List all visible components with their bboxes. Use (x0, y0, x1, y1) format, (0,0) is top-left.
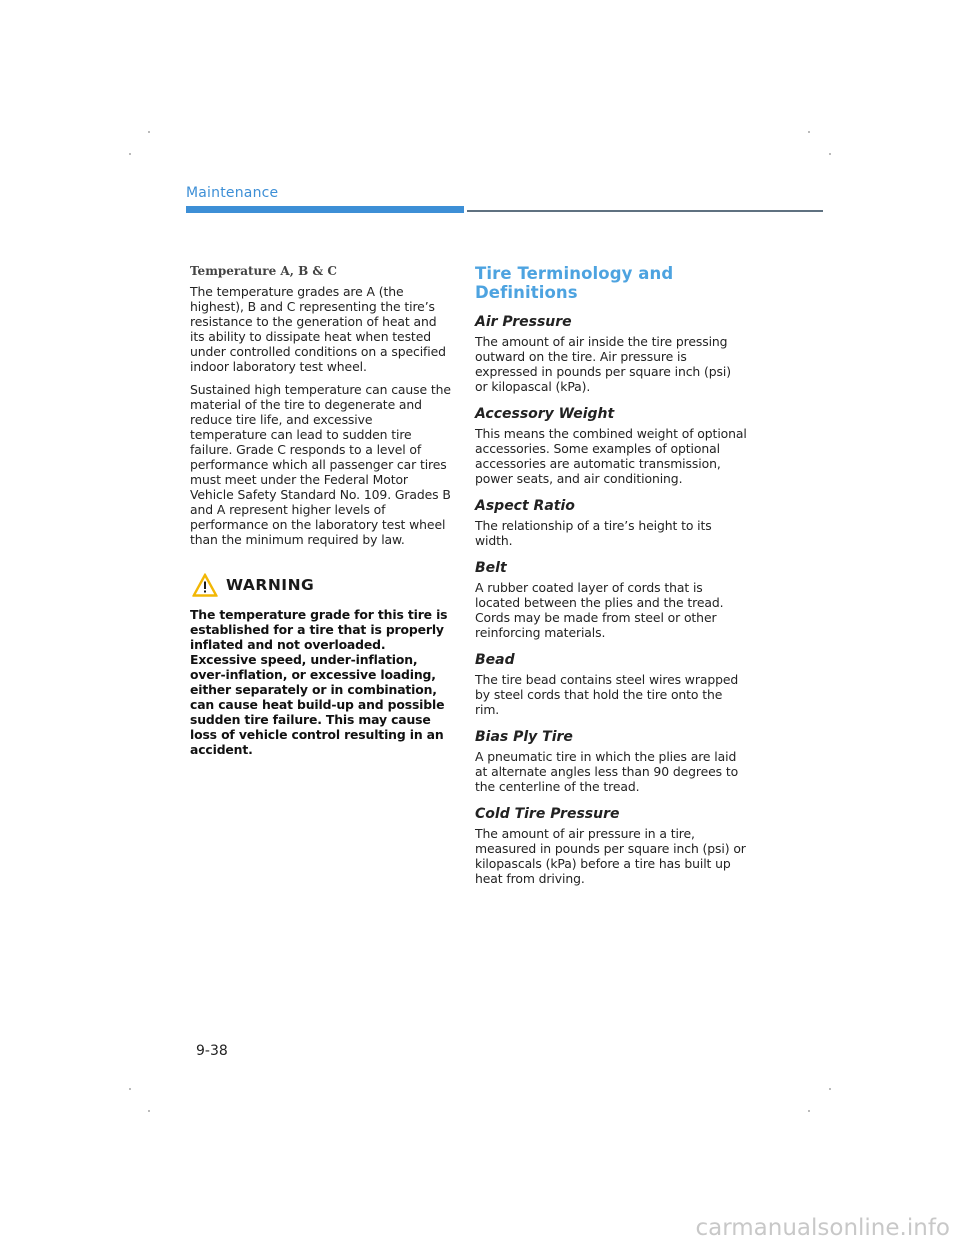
term-name: Aspect Ratio (475, 498, 575, 514)
crop-mark (129, 153, 131, 155)
right-column (475, 264, 747, 898)
warning-title: WARNING (226, 576, 315, 594)
term-bias-ply-tire (475, 729, 747, 794)
watermark: carmanualsonline.info (695, 1215, 950, 1241)
term-name: Cold Tire Pressure (475, 806, 620, 822)
term-definition: The amount of air inside the tire pressing outward on the tire. Air pressure is expressed in pounds per square inch (psi) or kilopascal (kPa). (475, 334, 731, 394)
warning-text: The temperature grade for this tire is established for a tire that is properly inflated and not overloaded. Excessive speed, under-inflation, over-inflation, or excessive loading, either separately or in combination, can cause heat build-up and possible sudden tire failure. This may cause loss of vehicle control resulting in an accident. (190, 607, 448, 757)
header-rule (467, 210, 823, 212)
term-definition: The tire bead contains steel wires wrapped by steel cords that hold the tire onto the rim. (475, 672, 739, 717)
term-definition: The amount of air pressure in a tire, measured in pounds per square inch (psi) or kilopascals (kPa) before a tire has built up heat from driving. (475, 826, 746, 886)
crop-mark (829, 153, 831, 155)
section-title: Maintenance (186, 185, 279, 201)
left-column (190, 264, 452, 757)
term-bead (475, 652, 747, 717)
terminology-title: Tire Terminology and Definitions (475, 264, 674, 302)
paragraph: The temperature grades are A (the highest), B and C representing the tire’s resistance to the generation of heat and its ability to dissipate heat when tested under controlled conditions on a specified indoor laboratory test wheel. (190, 284, 446, 374)
term-name: Air Pressure (475, 314, 572, 330)
header-rule-accent (186, 206, 464, 213)
crop-mark (148, 1110, 150, 1112)
crop-mark (829, 1088, 831, 1090)
crop-mark (808, 1110, 810, 1112)
term-name: Belt (475, 560, 507, 576)
paragraph: Sustained high temperature can cause the material of the tire to degenerate and reduce tire life, and excessive temperature can lead to sudden tire failure. Grade C responds to a level of performance which all passenger car tires must meet under the Federal Motor Vehicle Safety Standard No. 109. Grades B and A represent higher levels of performance on the laboratory test wheel than the minimum required by law. (190, 382, 451, 547)
term-air-pressure (475, 314, 747, 394)
term-belt (475, 560, 747, 640)
term-name: Accessory Weight (475, 406, 615, 422)
crop-mark (129, 1088, 131, 1090)
warning-header (192, 573, 452, 597)
term-name: Bead (475, 652, 515, 668)
crop-mark (148, 131, 150, 133)
term-aspect-ratio (475, 498, 747, 548)
term-definition: A pneumatic tire in which the plies are laid at alternate angles less than 90 degrees to the centerline of the tread. (475, 749, 739, 794)
term-name: Bias Ply Tire (475, 729, 573, 745)
term-definition: This means the combined weight of optional accessories. Some examples of optional accessories are automatic transmission, power seats, and air conditioning. (475, 426, 747, 486)
warning-triangle-icon (192, 573, 218, 597)
term-definition: The relationship of a tire’s height to its width. (475, 518, 712, 548)
term-cold-tire-pressure (475, 806, 747, 886)
crop-mark (808, 131, 810, 133)
temperature-subheading: Temperature A, B & C (190, 264, 337, 278)
term-definition: A rubber coated layer of cords that is located between the plies and the tread. Cords may be made from steel or other reinforcing materials. (475, 580, 724, 640)
term-accessory-weight (475, 406, 747, 486)
page-number: 9-38 (196, 1043, 228, 1059)
